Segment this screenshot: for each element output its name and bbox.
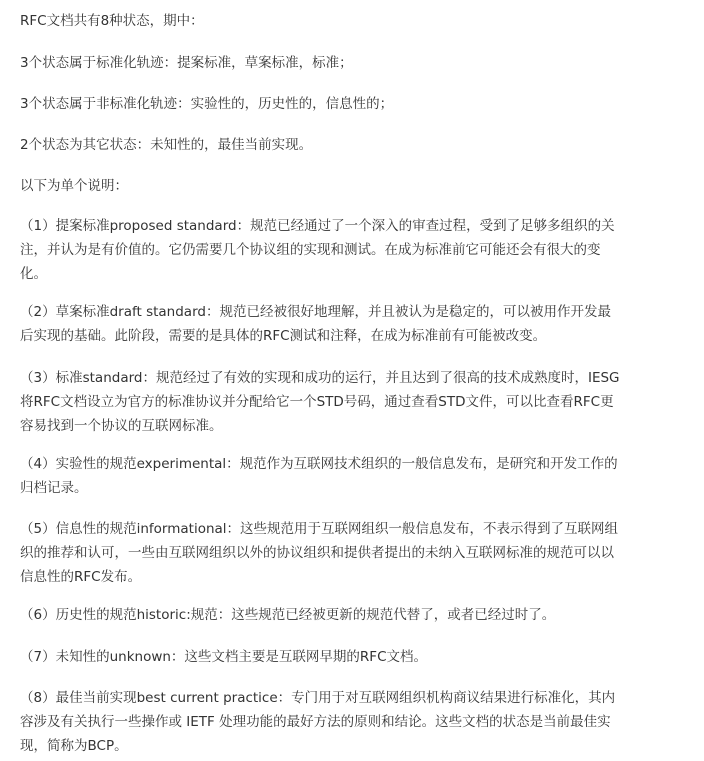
item-line: （6）历史性的规范historic:规范：这些规范已经被更新的规范代替了，或者已经过时了。	[20, 607, 556, 623]
item-line: 现，简称为BCP。	[20, 738, 128, 754]
item-line: （1）提案标准proposed standard：规范已经通过了一个深入的审查过程，受到了足够多组织的关	[20, 218, 615, 234]
intro-paragraph: 以下为单个说明：	[20, 178, 128, 194]
intro-paragraph: 3个状态属于非标准化轨迹：实验性的，历史性的，信息性的；	[20, 96, 394, 112]
item-line: 化。	[20, 266, 47, 282]
item-line: 后实现的基础。此阶段，需要的是具体的RFC测试和注释，在成为标准前有可能被改变。	[20, 328, 547, 344]
item-line: 容涉及有关执行一些操作或 IETF 处理功能的最好方法的原则和结论。这些文档的状态是当前最佳实	[20, 714, 611, 730]
intro-paragraph: RFC文档共有8种状态，期中：	[20, 13, 204, 29]
status-item-historic	[20, 603, 680, 627]
status-item-best-current-practice	[20, 686, 680, 758]
status-item-informational	[20, 517, 680, 589]
item-line: （3）标准standard：规范经过了有效的实现和成功的运行，并且达到了很高的技术成熟度时，IESG	[20, 370, 620, 386]
status-item-draft-standard	[20, 300, 680, 348]
item-line: 织的推荐和认可，一些由互联网组织以外的协议组织和提供者提出的未纳入互联网标准的规范可以以	[20, 545, 614, 561]
status-item-unknown	[20, 645, 680, 669]
item-line: 信息性的RFC发布。	[20, 569, 142, 585]
item-line: 归档记录。	[20, 480, 88, 496]
status-item-proposed-standard	[20, 214, 680, 286]
item-line: 将RFC文档设立为官方的标准协议并分配给它一个STD号码，通过查看STD文件，可以比查看RFC更	[20, 394, 614, 410]
item-line: （7）未知性的unknown：这些文档主要是互联网早期的RFC文档。	[20, 649, 428, 665]
item-line: （8）最佳当前实现best current practice：专门用于对互联网组织机构商议结果进行标准化，其内	[20, 690, 616, 706]
intro-paragraph: 3个状态属于标准化轨迹：提案标准，草案标准，标准；	[20, 55, 353, 71]
item-line: 容易找到一个协议的互联网标准。	[20, 418, 223, 434]
intro-paragraph: 2个状态为其它状态：未知性的，最佳当前实现。	[20, 137, 313, 153]
item-line: （4）实验性的规范experimental：规范作为互联网技术组织的一般信息发布，是研究和开发工作的	[20, 456, 618, 472]
status-item-standard	[20, 366, 680, 438]
item-line: （2）草案标准draft standard：规范已经被很好地理解，并且被认为是稳定的，可以被用作开发最	[20, 304, 611, 320]
status-item-experimental	[20, 452, 680, 500]
item-line: 注，并认为是有价值的。它仍需要几个协议组的实现和测试。在成为标准前它可能还会有很大的变	[20, 242, 601, 258]
item-line: （5）信息性的规范informational：这些规范用于互联网组织一般信息发布，不表示得到了互联网组	[20, 521, 619, 537]
